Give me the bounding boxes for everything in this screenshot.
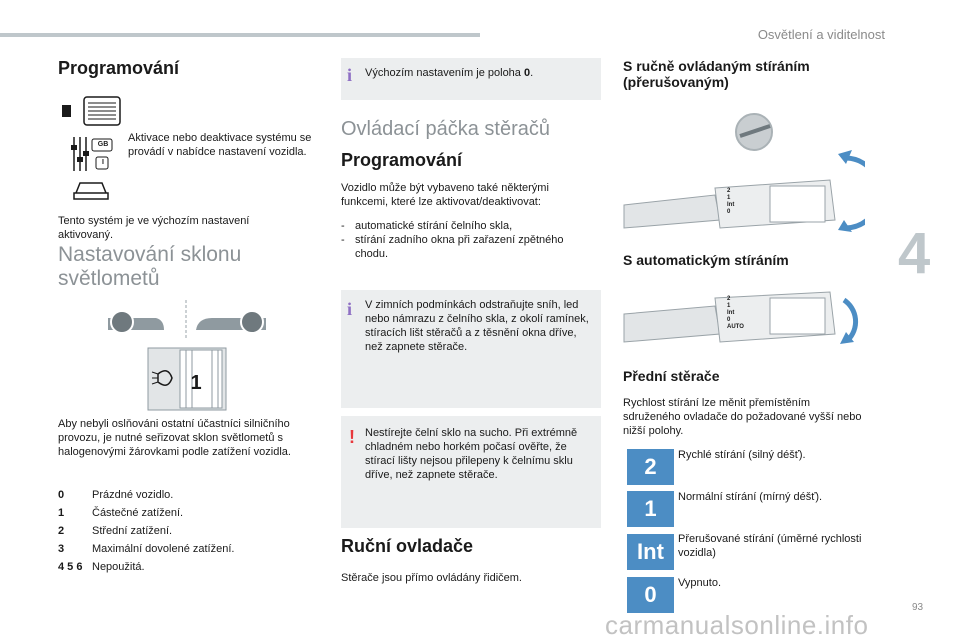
speed-label-1: Normální stírání (mírný déšť). [678,491,823,503]
wiper-stalk-heading: Ovládací páčka stěračů [341,118,550,140]
stalk-label: Int [727,202,735,208]
front-wipers-heading: Přední stěrače [623,368,720,384]
manual-wipe-heading: S ručně ovládaným stíráním (přerušovaným) [623,58,810,90]
front-wipers-desc: Rychlost stírání lze měnit přemístěním sdruženého ovladače do požadované vyšší nebo nižší polohy. [623,397,862,437]
stalk-label: 0 [727,317,731,323]
stalk-scale [727,188,734,216]
winter-infobox [341,290,601,408]
list-item: - automatické stírání čelního skla, [341,219,596,233]
wiper-function-list [341,219,596,261]
warning-info-text: Nestírejte čelní sklo na sucho. Při extrémně chladném nebo horkém počasí ověřte, že stírací lišty nejsou přilepeny k čelnímu sklu dříve, než zapnete stěrače. [365,427,578,481]
legend-key: 2 [58,525,65,537]
programming-heading: Programování [58,58,180,78]
wiper-programming-heading: Programování [341,150,463,170]
wiper-programming-desc: Vozidlo může být vybaveno také některými funkcemi, které lze aktivovat/deaktivovat: [341,182,549,208]
speed-badge-2: 2 [627,449,674,485]
legend-key: 3 [58,543,65,555]
speed-label-int: Přerušované stírání (úměrné rychlosti vozidla) [678,533,862,559]
legend-key: 4 5 6 [58,561,83,573]
speed-badge-int: Int [627,534,674,570]
auto-wipe-heading: S automatickým stíráním [623,252,789,268]
stalk-label: 2 [727,188,731,194]
legend-value: Maximální dovolené zatížení. [92,543,235,555]
speed-label-2: Rychlé stírání (silný déšť). [678,449,806,461]
header-rule [0,33,480,37]
legend-value: Střední zatížení. [92,525,173,537]
manual-controls-heading: Ruční ovladače [341,536,474,556]
warning-infobox [341,416,601,528]
stalk-label: Int [727,310,735,316]
section-title: Osvětlení a viditelnost [757,27,885,42]
legend-value: Částečné zatížení. [92,507,184,519]
manual-controls-desc: Stěrače jsou přímo ovládány řidičem. [341,572,522,584]
stalk-label: AUTO [727,324,744,330]
winter-info-text: V zimních podmínkách odstraňujte sníh, led nebo námrazu z čelního skla, z okolí ramínek, stíracích lišt stěračů a z těsnění okna dříve, než zapnete stěrače. [365,299,589,353]
speed-badge-1: 1 [627,491,674,527]
stalk-scale-auto [727,296,744,331]
info-icon: i [347,299,353,319]
legend-value: Prázdné vozidlo. [92,489,174,501]
programming-description: Aktivace nebo deaktivace systému se provádí v nabídce nastavení vozidla. [128,132,312,158]
default-position-infobox [341,58,601,100]
headlamp-description: Aby nebyli oslňováni ostatní účastníci silničního provozu, je nutné seřizovat sklon světlometů s halogenovými žárovkami podle zatížení vozidla. [58,418,291,458]
stalk-label: 2 [727,296,731,302]
info-icon: i [347,65,353,85]
menu-icons [62,95,124,206]
manual-stalk-illustration [620,110,865,250]
wiper-stalk-diagram [620,110,865,245]
warning-icon: ! [349,427,355,447]
stalk-label: 1 [727,195,731,201]
headlamp-illustration [108,300,268,417]
load-legend [58,489,318,579]
steering-wheel-diagram [108,300,268,412]
legend-value: Nepoužitá. [92,561,145,573]
speed-badge-0: 0 [627,577,674,613]
watermark-logo: carmanualsonline.info [605,610,869,640]
stalk-label: 1 [727,303,731,309]
list-item: - stírání zadního okna při zařazení zpětného chodu. [341,233,596,261]
headlamp-dial-value: 1 [190,372,202,394]
settings-menu-icons [62,95,124,201]
page-number: 93 [912,602,924,613]
gb-badge: GB [97,141,109,148]
legend-key: 0 [58,489,65,501]
headlamp-heading: Nastavování sklonu světlometů [58,243,242,290]
legend-key: 1 [58,507,65,519]
stalk-label: 0 [727,209,731,215]
default-note: Tento systém je ve výchozím nastavení aktivovaný. [58,215,250,241]
i-badge: I [102,159,104,166]
default-position-text: Výchozím nastavením je poloha 0. [365,67,534,79]
chapter-number: 4 [898,221,931,286]
speed-label-0: Vypnuto. [678,577,722,589]
